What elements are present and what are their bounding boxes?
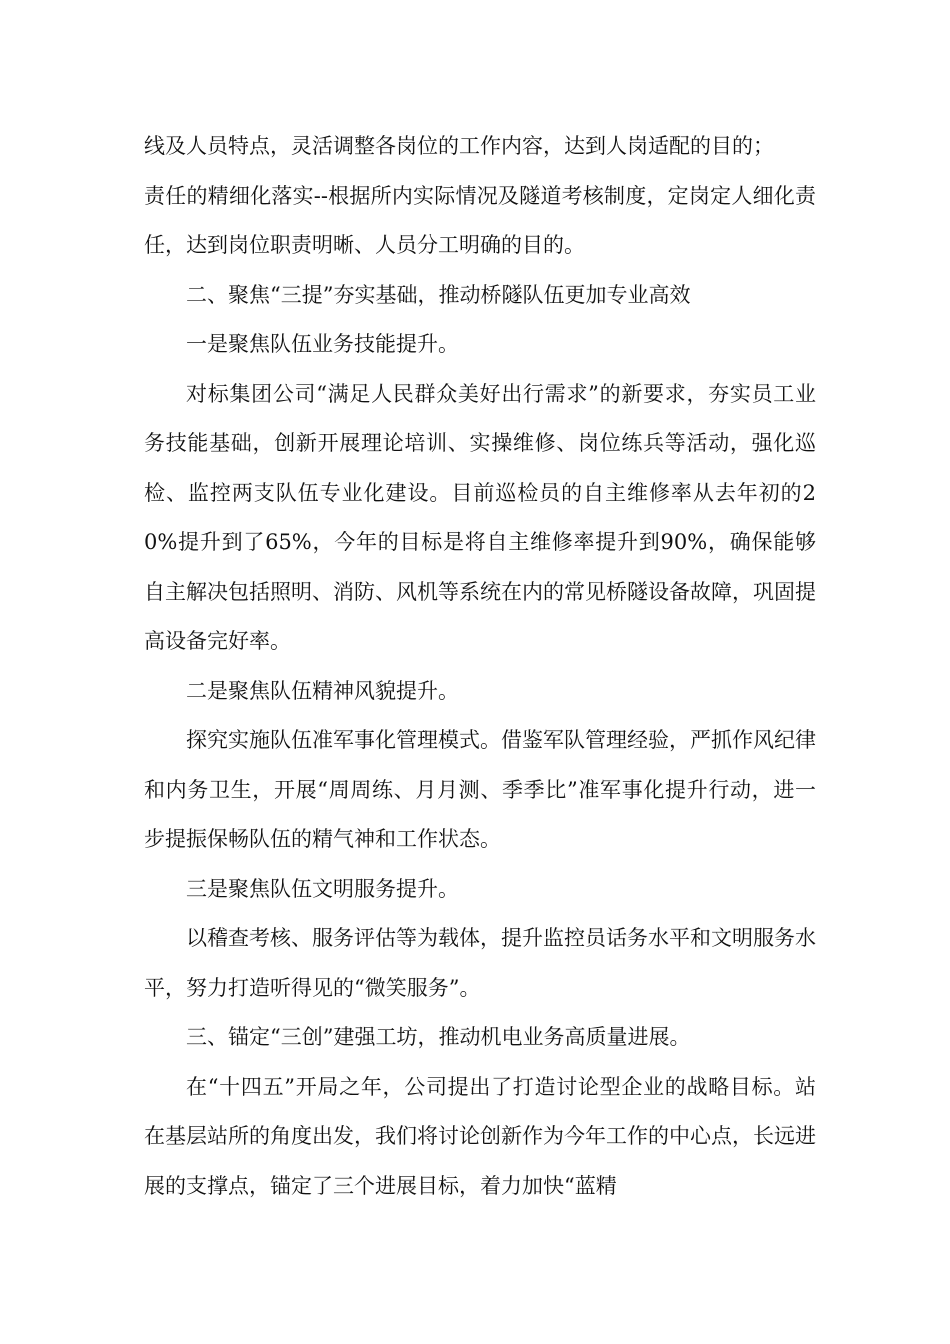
subheading-skills: 一是聚焦队伍业务技能提升。 — [186, 332, 459, 356]
subheading-spirit: 二是聚焦队伍精神风貌提升。 — [186, 678, 459, 703]
subheading-service: 三是聚焦队伍文明服务提升。 — [186, 876, 459, 901]
paragraph-spirit: 探究实施队伍准军事化管理模式。借鉴军队管理经验，严抓作风纪律和内务卫生，开展“周周练、月月测、季季比”准军事化提升行动，进一步提振保畅队伍的精气神和工作状态。 — [144, 728, 816, 851]
paragraph-2: 责任的精细化落实--根据所内实际情况及隧道考核制度，定岗定人细化责任，达到岗位职责明晰、人员分工明确的目的。 — [144, 183, 816, 257]
document-body — [144, 122, 816, 1211]
paragraph-1: 线及人员特点，灵活调整各岗位的工作内容，达到人岗适配的目的； — [144, 134, 774, 158]
paragraph-skills: 对标集团公司“满足人民群众美好出行需求”的新要求，夯实员工业务技能基础，创新开展理论培训、实操维修、岗位练兵等活动，强化巡检、监控两支队伍专业化建设。目前巡检员的自主维修率从去年初的20%提升到了65%，今年的目标是将自主维修率提升到90%，确保能够自主解决包括照明、消防、风机等系统在内的常见桥隧设备故障，巩固提高设备完好率。 — [144, 381, 816, 653]
section-heading-3: 三、锚定“三创”建强工坊，推动机电业务高质量进展。 — [186, 1025, 691, 1049]
paragraph-service: 以稽查考核、服务评估等为载体，提升监控员话务水平和文明服务水平，努力打造听得见的“微笑服务”。 — [144, 926, 816, 1000]
section-heading-2: 二、聚焦“三提”夯实基础，推动桥隧队伍更加专业高效 — [186, 282, 691, 307]
paragraph-innovation: 在“十四五”开局之年，公司提出了打造讨论型企业的战略目标。站在基层站所的角度出发，我们将讨论创新作为今年工作的中心点，长远进展的支撑点，锚定了三个进展目标，着力加快“蓝精 — [144, 1074, 816, 1198]
